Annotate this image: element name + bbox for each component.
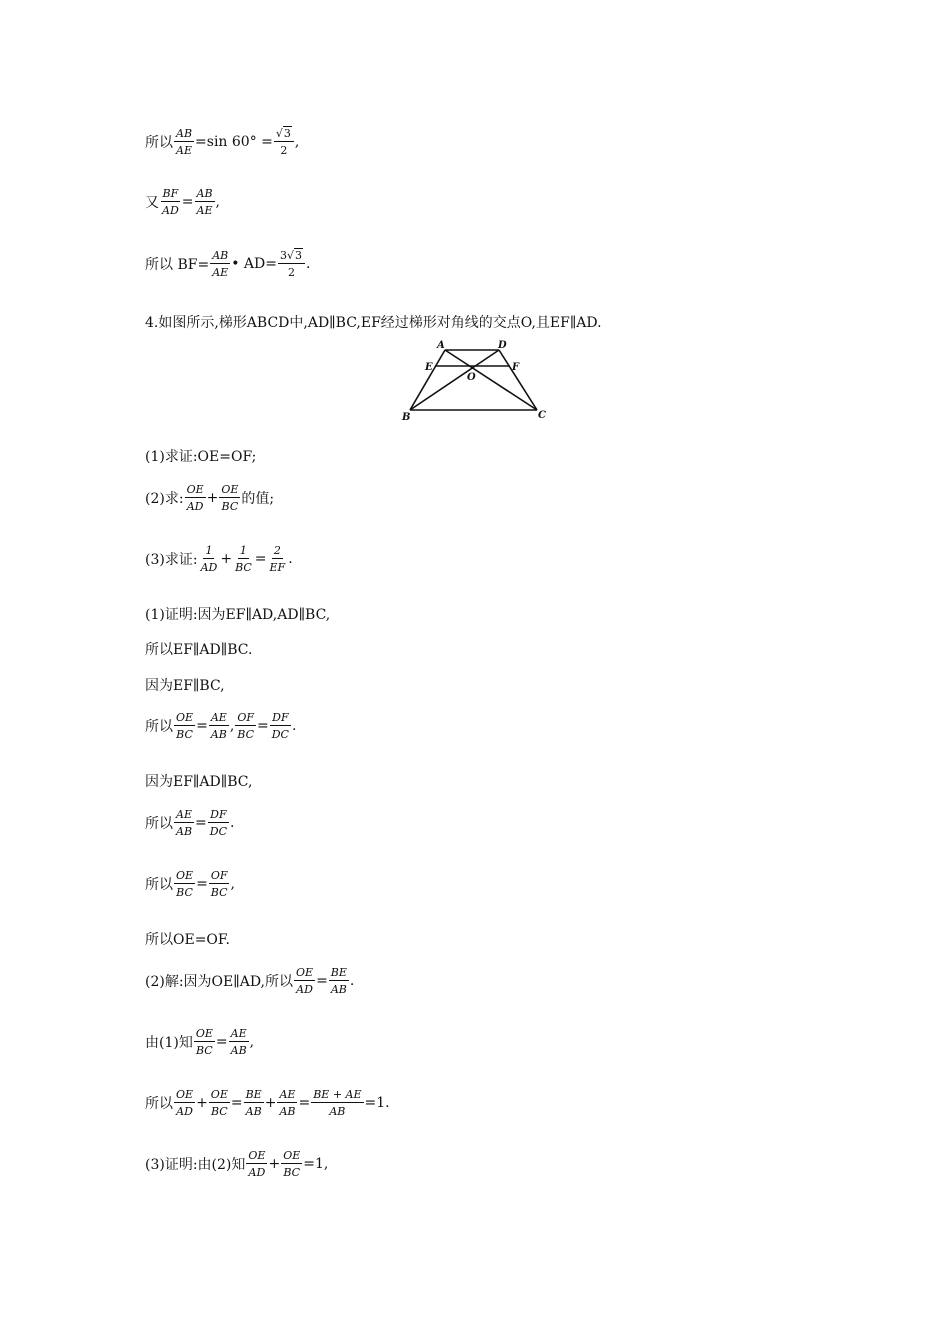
text: = <box>195 815 207 831</box>
diagonal-BD <box>410 350 499 410</box>
solution-line-11 <box>145 1089 390 1117</box>
diagonal-AC <box>445 350 537 410</box>
text: = <box>196 718 208 734</box>
text: 所以 <box>145 1096 173 1112</box>
fraction: $\frac{OE}{AD}$ <box>248 1149 266 1179</box>
fraction: $\frac{AE}{AB}$ <box>279 1088 296 1118</box>
text: 所以 BF= <box>145 257 210 273</box>
fraction: $\frac{AE}{AB}$ <box>210 711 227 741</box>
text: , <box>215 194 220 210</box>
fraction: $\frac{DF}{DC}$ <box>209 808 228 838</box>
text: 由(1)知 <box>145 1035 193 1051</box>
fraction: $\frac{BE}{AB}$ <box>330 966 347 996</box>
text: =1, <box>303 1156 329 1172</box>
fraction: $\frac{OE}{BC}$ <box>283 1149 301 1179</box>
fraction: $\frac{1}{AD}$ <box>200 544 218 574</box>
text: (1)求证:OE=OF; <box>145 449 257 465</box>
text: 所以EF∥AD∥BC. <box>145 642 253 658</box>
fraction: $\frac{AB}{AE}$ <box>176 127 193 157</box>
solution-line-9 <box>145 967 354 995</box>
solution-line-3 <box>145 675 225 695</box>
text: (2)解:因为OE∥AD,所以 <box>145 974 293 990</box>
text: (3)证明:由(2)知 <box>145 1157 246 1173</box>
segment-DC <box>499 350 537 410</box>
text: 所以OE=OF. <box>145 932 230 948</box>
fraction: $\frac{BE}{AB}$ <box>245 1088 262 1118</box>
text: 因为EF∥AD∥BC, <box>145 774 253 790</box>
fraction: $\frac{OF}{BC}$ <box>237 711 254 741</box>
fraction: $\frac{2}{EF}$ <box>269 544 286 574</box>
text: = <box>254 551 267 567</box>
text: 4.如图所示,梯形ABCD中,AD∥BC,EF经过梯形对角线的交点O,且EF∥AD. <box>145 315 602 331</box>
fraction: $\frac{OE}{AD}$ <box>176 1088 194 1118</box>
fraction: $\frac{OE}{BC}$ <box>195 1027 213 1057</box>
text: 所以 <box>145 877 173 893</box>
fraction: $\frac{OE}{AD}$ <box>296 966 314 996</box>
text: . <box>306 256 311 272</box>
trapezoid-figure <box>395 338 555 426</box>
fraction: $\frac{√3}{2}$ <box>274 128 294 156</box>
text: . <box>291 718 297 734</box>
solution-line-2 <box>145 639 252 659</box>
label-B: B <box>402 412 411 423</box>
text: 所以 <box>145 816 173 832</box>
fraction: $\frac{BE + AE}{AB}$ <box>313 1088 362 1118</box>
fraction: $\frac{OE}{BC}$ <box>210 1088 228 1118</box>
fraction: $\frac{1}{BC}$ <box>235 544 252 574</box>
solution-line-7 <box>145 870 235 898</box>
text: + <box>206 490 219 506</box>
solution-line-5 <box>145 771 252 791</box>
fraction: $\frac{AB}{AE}$ <box>212 249 229 279</box>
text: =sin 60° = <box>195 134 273 150</box>
segment-AB <box>410 350 445 410</box>
text: , <box>229 718 235 734</box>
fraction: $\frac{OF}{BC}$ <box>210 869 228 899</box>
text: = <box>298 1095 311 1111</box>
text: + <box>268 1156 281 1172</box>
text: 所以 <box>145 135 173 151</box>
label-E: E <box>425 362 433 373</box>
text: + <box>196 1095 208 1111</box>
line-ratio <box>145 188 220 216</box>
text: + <box>220 551 233 567</box>
question-2 <box>145 484 274 512</box>
solution-line-1 <box>145 604 330 624</box>
label-C: C <box>538 410 546 421</box>
text: 所以 <box>145 719 173 735</box>
solution-line-10 <box>145 1028 254 1056</box>
text: = <box>181 194 194 210</box>
text: (1)证明:因为EF∥AD,AD∥BC, <box>145 607 331 623</box>
text: . <box>349 973 355 989</box>
fraction: $\frac{AB}{AE}$ <box>196 187 213 217</box>
fraction: $\frac{OE}{BC}$ <box>176 869 194 899</box>
label-A: A <box>437 340 445 351</box>
text: , <box>294 134 300 150</box>
fraction: $\frac{OE}{BC}$ <box>176 711 194 741</box>
text: = <box>196 876 208 892</box>
solution-line-8 <box>145 929 230 949</box>
problem-statement <box>145 312 602 332</box>
text: (3)求证: <box>145 552 198 568</box>
solution-line-4 <box>145 712 296 740</box>
text: . <box>230 815 235 831</box>
fraction: $\frac{BF}{AD}$ <box>162 187 179 217</box>
text: , <box>249 1034 255 1050</box>
text: (2)求: <box>145 491 184 507</box>
label-F: F <box>512 362 520 373</box>
text: = <box>257 718 269 734</box>
question-1 <box>145 446 256 466</box>
solution-line-12 <box>145 1150 328 1178</box>
fraction: $\frac{OE}{BC}$ <box>221 483 239 513</box>
text: + <box>264 1095 277 1111</box>
fraction: $\frac{AE}{AB}$ <box>176 808 193 838</box>
text: 又 <box>145 195 159 211</box>
question-3 <box>145 545 293 573</box>
text: = <box>316 973 328 989</box>
text: . <box>288 551 293 567</box>
text: =1. <box>364 1095 390 1111</box>
fraction: $\frac{3√3}{2}$ <box>278 250 305 278</box>
line-bf <box>145 250 310 278</box>
label-D: D <box>498 340 507 351</box>
text: , <box>230 876 235 892</box>
text: = <box>230 1095 243 1111</box>
fraction: $\frac{OE}{AD}$ <box>186 483 204 513</box>
text: 因为EF∥BC, <box>145 678 225 694</box>
text: 的值; <box>241 491 275 507</box>
line-sin60 <box>145 128 299 156</box>
solution-line-6 <box>145 809 234 837</box>
fraction: $\frac{AE}{AB}$ <box>230 1027 247 1057</box>
text: = <box>215 1034 228 1050</box>
label-O: O <box>467 372 476 383</box>
fraction: $\frac{DF}{DC}$ <box>271 711 289 741</box>
text: • AD= <box>231 256 277 272</box>
